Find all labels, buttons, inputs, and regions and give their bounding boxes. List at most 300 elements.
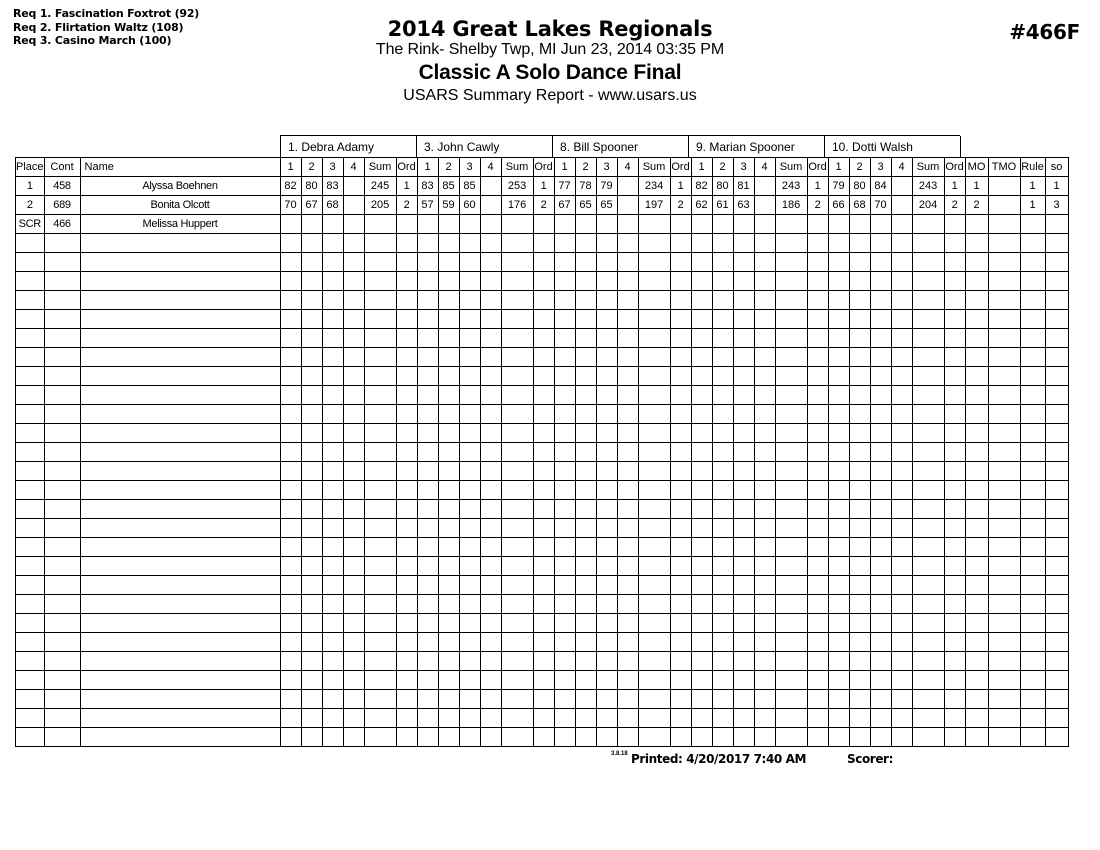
column-header-mo: MO <box>965 158 988 177</box>
cell-empty <box>501 690 533 709</box>
cell-empty <box>501 386 533 405</box>
cell-empty <box>417 500 438 519</box>
judge-4-subheader-3: 3 <box>733 158 754 177</box>
cell-judge-3-ord: 2 <box>670 196 691 215</box>
cell-empty <box>16 253 45 272</box>
table-row-empty[interactable] <box>16 272 1069 291</box>
cell-empty <box>638 728 670 747</box>
cell-empty <box>16 272 45 291</box>
cell-empty <box>459 519 480 538</box>
table-row[interactable] <box>16 196 1069 215</box>
cell-empty <box>638 310 670 329</box>
requirement-line: Req 2. Flirtation Waltz (108) <box>13 20 184 34</box>
cell-empty <box>575 576 596 595</box>
cell-empty <box>691 443 712 462</box>
cell-empty <box>775 576 807 595</box>
cell-empty <box>554 272 575 291</box>
cell-empty <box>849 576 870 595</box>
cell-empty <box>301 424 322 443</box>
cell-empty <box>80 405 280 424</box>
cell-empty <box>16 652 45 671</box>
cell-empty <box>301 538 322 557</box>
cell-empty <box>322 595 343 614</box>
cell-empty <box>343 291 364 310</box>
table-row-empty[interactable] <box>16 481 1069 500</box>
cell-empty <box>733 709 754 728</box>
judge-1-subheader-2: 2 <box>301 158 322 177</box>
cell-empty <box>849 462 870 481</box>
cell-empty <box>988 576 1020 595</box>
cell-empty <box>733 424 754 443</box>
judge-label: 3. John Cawly <box>424 139 500 154</box>
table-row-empty[interactable] <box>16 690 1069 709</box>
cell-empty <box>438 348 459 367</box>
cell-empty <box>870 576 891 595</box>
cell-empty <box>775 462 807 481</box>
cell-empty <box>301 557 322 576</box>
cell-empty <box>754 443 775 462</box>
cell-empty <box>1020 595 1045 614</box>
cell-empty <box>965 538 988 557</box>
cell-empty <box>849 367 870 386</box>
judge-2-subheader-4: 4 <box>480 158 501 177</box>
table-row-empty[interactable] <box>16 462 1069 481</box>
cell-empty <box>775 652 807 671</box>
cell-empty <box>912 272 944 291</box>
cell-empty <box>501 310 533 329</box>
table-row-empty[interactable] <box>16 538 1069 557</box>
cell-empty <box>712 386 733 405</box>
cell-empty <box>417 481 438 500</box>
judge-3-subheader-4: 4 <box>617 158 638 177</box>
cell-empty <box>16 462 45 481</box>
cell-empty <box>480 500 501 519</box>
cell-empty <box>501 519 533 538</box>
cell-empty <box>501 424 533 443</box>
cell-empty <box>554 557 575 576</box>
column-header-cont: Cont <box>44 158 80 177</box>
cell-empty-ord <box>533 310 554 329</box>
cell-empty <box>891 443 912 462</box>
cell-empty <box>733 386 754 405</box>
cell-empty <box>16 424 45 443</box>
cell-empty-ord <box>533 557 554 576</box>
cell-empty <box>733 595 754 614</box>
cell-empty-ord <box>396 728 417 747</box>
cell-empty <box>1020 728 1045 747</box>
cell-empty-ord <box>533 576 554 595</box>
cell-empty <box>712 595 733 614</box>
cell-empty <box>775 424 807 443</box>
cell-empty <box>870 671 891 690</box>
judge-header-1 <box>280 136 417 157</box>
cell-empty <box>638 519 670 538</box>
cell-judge-4-sum: 243 <box>775 177 807 196</box>
cell-empty-ord <box>670 462 691 481</box>
cell-empty-ord <box>396 690 417 709</box>
cell-empty <box>1045 462 1068 481</box>
cell-empty <box>733 614 754 633</box>
cell-empty <box>343 500 364 519</box>
cell-empty-ord <box>807 500 828 519</box>
table-row-empty[interactable] <box>16 291 1069 310</box>
cell-empty <box>754 310 775 329</box>
cell-empty-ord <box>670 367 691 386</box>
cell-empty <box>712 652 733 671</box>
cell-empty <box>1020 462 1045 481</box>
cell-empty-ord <box>944 671 965 690</box>
cell-empty <box>301 348 322 367</box>
cell-empty <box>459 329 480 348</box>
cell-empty <box>280 291 301 310</box>
cell-empty <box>280 424 301 443</box>
cell-empty <box>912 253 944 272</box>
cell-empty <box>554 424 575 443</box>
cell-judge-2-s3 <box>459 215 480 234</box>
cell-empty <box>912 519 944 538</box>
judge-name-band <box>280 135 960 157</box>
cell-empty <box>459 348 480 367</box>
cell-empty <box>596 652 617 671</box>
cell-empty <box>891 633 912 652</box>
cell-judge-2-s3: 85 <box>459 177 480 196</box>
cell-empty <box>459 633 480 652</box>
cell-empty <box>870 481 891 500</box>
cell-empty <box>1045 557 1068 576</box>
cell-empty-ord <box>944 291 965 310</box>
cell-empty <box>965 234 988 253</box>
cell-empty <box>301 386 322 405</box>
cell-empty <box>322 481 343 500</box>
cell-empty <box>44 652 80 671</box>
cell-empty-ord <box>670 728 691 747</box>
cell-empty <box>828 671 849 690</box>
cell-judge-2-s2 <box>438 215 459 234</box>
table-row-empty[interactable] <box>16 652 1069 671</box>
cell-empty <box>775 690 807 709</box>
cell-empty <box>733 367 754 386</box>
cell-empty <box>638 272 670 291</box>
scores-table <box>15 157 1069 747</box>
cell-empty <box>301 671 322 690</box>
cell-empty-ord <box>807 557 828 576</box>
cell-empty <box>828 500 849 519</box>
cell-empty <box>1045 614 1068 633</box>
cell-empty-ord <box>807 424 828 443</box>
cell-empty <box>849 386 870 405</box>
table-row-empty[interactable] <box>16 519 1069 538</box>
cell-empty <box>501 348 533 367</box>
cell-empty <box>575 405 596 424</box>
table-row-empty[interactable] <box>16 614 1069 633</box>
cell-judge-1-ord: 2 <box>396 196 417 215</box>
cell-empty <box>754 614 775 633</box>
cell-empty <box>733 671 754 690</box>
cell-empty <box>912 234 944 253</box>
cell-empty <box>965 253 988 272</box>
cell-empty <box>322 291 343 310</box>
cell-empty <box>988 652 1020 671</box>
cell-judge-4-ord <box>807 215 828 234</box>
cell-empty <box>691 367 712 386</box>
cell-empty <box>891 329 912 348</box>
cell-empty-ord <box>533 462 554 481</box>
cell-empty <box>691 519 712 538</box>
cell-empty-ord <box>670 272 691 291</box>
cell-empty <box>617 614 638 633</box>
cell-empty <box>617 690 638 709</box>
cell-empty-ord <box>396 367 417 386</box>
cell-empty <box>343 595 364 614</box>
cell-empty <box>501 595 533 614</box>
cell-empty <box>733 519 754 538</box>
table-row-empty[interactable] <box>16 500 1069 519</box>
cell-contestant-number: 458 <box>44 177 80 196</box>
cell-empty <box>322 633 343 652</box>
cell-empty <box>280 386 301 405</box>
cell-empty <box>691 614 712 633</box>
table-row-empty[interactable] <box>16 595 1069 614</box>
cell-empty <box>733 272 754 291</box>
cell-empty-ord <box>396 595 417 614</box>
cell-empty <box>438 405 459 424</box>
cell-empty <box>596 595 617 614</box>
cell-empty <box>912 557 944 576</box>
cell-empty <box>280 709 301 728</box>
cell-empty <box>343 234 364 253</box>
cell-empty <box>364 633 396 652</box>
cell-empty-ord <box>944 519 965 538</box>
cell-empty <box>501 405 533 424</box>
cell-empty <box>364 652 396 671</box>
cell-empty <box>459 709 480 728</box>
cell-empty <box>417 690 438 709</box>
cell-empty <box>322 557 343 576</box>
table-row-empty[interactable] <box>16 310 1069 329</box>
cell-empty <box>459 671 480 690</box>
cell-empty <box>617 424 638 443</box>
cell-empty <box>965 272 988 291</box>
cell-judge-5-ord: 1 <box>944 177 965 196</box>
cell-empty <box>554 576 575 595</box>
cell-empty <box>965 424 988 443</box>
table-row-empty[interactable] <box>16 728 1069 747</box>
cell-empty <box>438 253 459 272</box>
cell-empty <box>459 481 480 500</box>
cell-empty <box>554 462 575 481</box>
cell-empty <box>301 709 322 728</box>
table-row-empty[interactable] <box>16 443 1069 462</box>
cell-empty <box>596 690 617 709</box>
cell-empty <box>280 253 301 272</box>
cell-judge-5-s2: 80 <box>849 177 870 196</box>
cell-empty <box>828 348 849 367</box>
cell-empty <box>80 367 280 386</box>
table-row-empty[interactable] <box>16 348 1069 367</box>
cell-empty-ord <box>944 253 965 272</box>
cell-empty <box>438 310 459 329</box>
cell-empty <box>480 272 501 291</box>
cell-empty <box>438 728 459 747</box>
cell-empty-ord <box>533 481 554 500</box>
table-row-empty[interactable] <box>16 424 1069 443</box>
table-row-empty[interactable] <box>16 671 1069 690</box>
cell-empty <box>965 633 988 652</box>
cell-empty <box>80 443 280 462</box>
cell-empty <box>554 671 575 690</box>
cell-empty <box>480 367 501 386</box>
cell-empty <box>343 519 364 538</box>
cell-empty <box>417 576 438 595</box>
cell-tmo <box>988 177 1020 196</box>
cell-judge-1-s3 <box>322 215 343 234</box>
cell-empty <box>596 310 617 329</box>
cell-empty-ord <box>670 405 691 424</box>
judge-3-subheader-ord: Ord <box>670 158 691 177</box>
cell-empty <box>828 538 849 557</box>
cell-empty <box>712 671 733 690</box>
cell-empty <box>459 386 480 405</box>
table-row[interactable] <box>16 177 1069 196</box>
cell-judge-3-s2: 65 <box>575 196 596 215</box>
cell-empty <box>417 633 438 652</box>
cell-empty <box>849 424 870 443</box>
cell-empty <box>364 310 396 329</box>
cell-empty <box>775 519 807 538</box>
cell-empty <box>775 614 807 633</box>
table-row[interactable] <box>16 215 1069 234</box>
cell-empty <box>712 538 733 557</box>
cell-empty <box>891 519 912 538</box>
cell-empty <box>459 272 480 291</box>
cell-empty <box>775 234 807 253</box>
cell-empty <box>554 348 575 367</box>
cell-empty <box>754 709 775 728</box>
cell-empty-ord <box>807 614 828 633</box>
cell-empty <box>554 481 575 500</box>
table-row-empty[interactable] <box>16 557 1069 576</box>
cell-empty <box>301 291 322 310</box>
cell-empty <box>364 348 396 367</box>
cell-skater-name: Alyssa Boehnen <box>80 177 280 196</box>
cell-empty <box>1020 291 1045 310</box>
cell-empty <box>480 614 501 633</box>
table-row-empty[interactable] <box>16 405 1069 424</box>
table-row-empty[interactable] <box>16 386 1069 405</box>
table-row-empty[interactable] <box>16 576 1069 595</box>
cell-empty <box>554 500 575 519</box>
cell-empty <box>775 633 807 652</box>
table-row-empty[interactable] <box>16 253 1069 272</box>
cell-empty-ord <box>670 671 691 690</box>
cell-empty <box>322 310 343 329</box>
table-row-empty[interactable] <box>16 709 1069 728</box>
cell-empty-ord <box>533 386 554 405</box>
table-row-empty[interactable] <box>16 367 1069 386</box>
cell-empty <box>480 234 501 253</box>
cell-empty <box>44 424 80 443</box>
cell-empty <box>343 709 364 728</box>
cell-empty <box>912 576 944 595</box>
cell-empty <box>44 538 80 557</box>
cell-empty-ord <box>670 500 691 519</box>
cell-empty <box>891 310 912 329</box>
cell-empty <box>554 291 575 310</box>
cell-empty <box>480 576 501 595</box>
cell-empty <box>988 443 1020 462</box>
cell-empty <box>617 557 638 576</box>
cell-empty <box>501 462 533 481</box>
cell-empty <box>501 481 533 500</box>
cell-empty <box>712 367 733 386</box>
cell-empty <box>480 329 501 348</box>
cell-empty <box>417 595 438 614</box>
table-row-empty[interactable] <box>16 234 1069 253</box>
cell-judge-4-ord: 2 <box>807 196 828 215</box>
cell-empty <box>480 348 501 367</box>
cell-so: 3 <box>1045 196 1068 215</box>
cell-empty-ord <box>533 291 554 310</box>
cell-empty <box>417 405 438 424</box>
cell-empty <box>912 652 944 671</box>
cell-empty <box>16 405 45 424</box>
cell-empty <box>16 443 45 462</box>
cell-empty-ord <box>944 481 965 500</box>
cell-empty <box>417 234 438 253</box>
cell-empty <box>554 329 575 348</box>
cell-empty-ord <box>396 652 417 671</box>
cell-empty <box>733 253 754 272</box>
cell-empty-ord <box>396 234 417 253</box>
cell-empty <box>1045 481 1068 500</box>
cell-judge-1-sum: 205 <box>364 196 396 215</box>
cell-empty <box>828 519 849 538</box>
cell-empty <box>596 709 617 728</box>
cell-empty-ord <box>944 367 965 386</box>
table-row-empty[interactable] <box>16 633 1069 652</box>
cell-empty <box>438 367 459 386</box>
cell-empty <box>912 709 944 728</box>
cell-empty <box>754 291 775 310</box>
cell-empty <box>828 253 849 272</box>
cell-judge-1-s3: 68 <box>322 196 343 215</box>
cell-empty <box>80 652 280 671</box>
cell-empty <box>754 728 775 747</box>
cell-judge-3-ord: 1 <box>670 177 691 196</box>
cell-judge-2-s2: 85 <box>438 177 459 196</box>
cell-empty <box>1045 500 1068 519</box>
table-row-empty[interactable] <box>16 329 1069 348</box>
cell-empty-ord <box>533 367 554 386</box>
cell-empty <box>1020 690 1045 709</box>
cell-empty <box>733 652 754 671</box>
cell-mo: 1 <box>965 177 988 196</box>
cell-empty <box>322 386 343 405</box>
cell-empty <box>775 310 807 329</box>
event-number: #466F <box>1009 20 1080 44</box>
cell-empty <box>280 481 301 500</box>
cell-empty <box>438 690 459 709</box>
cell-empty <box>912 329 944 348</box>
cell-empty <box>554 728 575 747</box>
cell-judge-1-s4 <box>343 215 364 234</box>
cell-empty <box>417 709 438 728</box>
cell-empty <box>1045 253 1068 272</box>
cell-empty <box>575 291 596 310</box>
cell-empty <box>691 481 712 500</box>
cell-empty <box>322 500 343 519</box>
cell-empty <box>775 367 807 386</box>
